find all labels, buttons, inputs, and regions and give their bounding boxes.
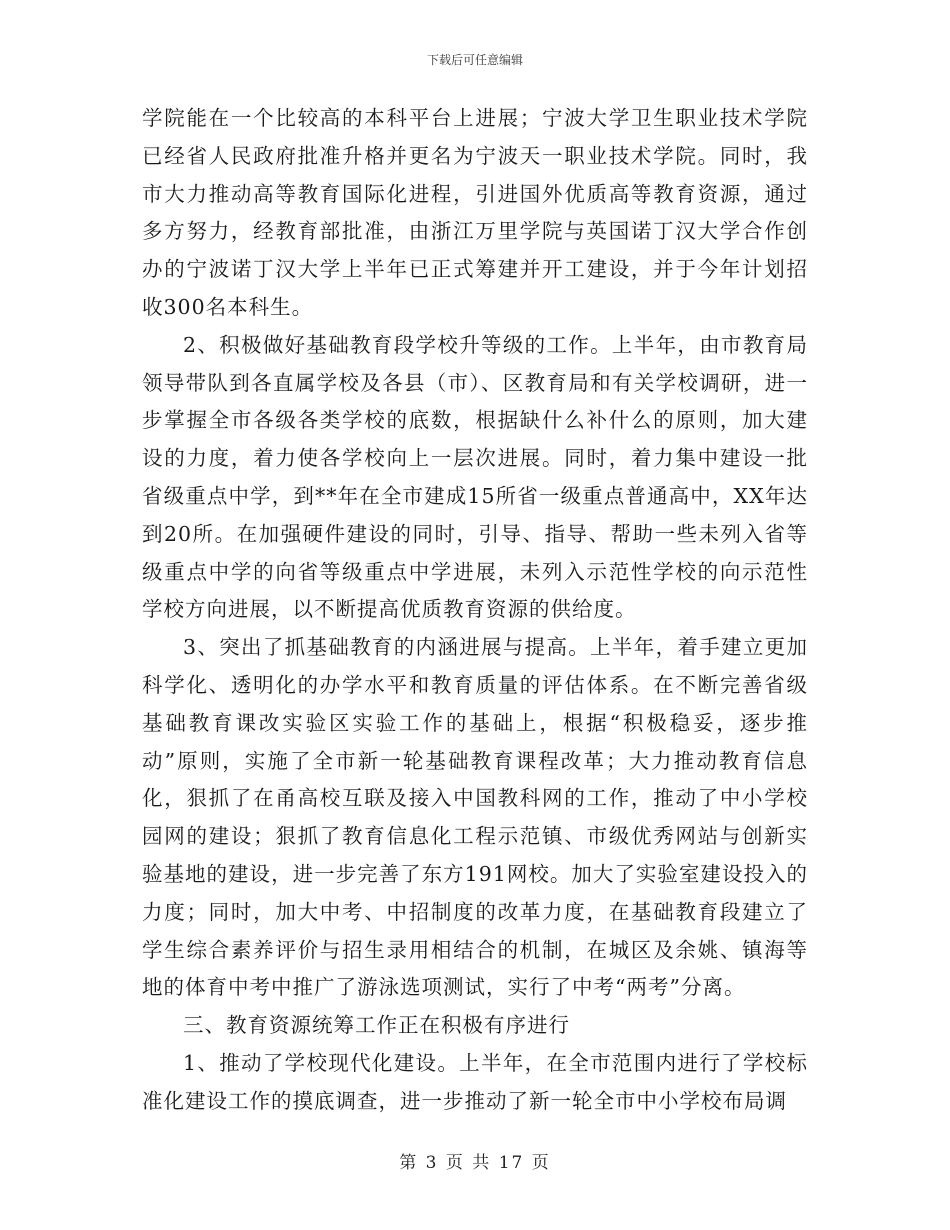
document-body — [142, 100, 808, 1121]
paragraph-item-3: 3、突出了抓基础教育的内涵进展与提高。上半年，着手建立更加科学化、透明化的办学水平和教育质量的评估体系。在不断完善省级基础教育课改实验区实验工作的基础上，根据“积极稳妥，逐步推动”原则，实施了全市新一轮基础教育课程改革；大力推动教育信息化，狠抓了在甬高校互联及接入中国教科网的工作，推动了中小学校园网的建设；狠抓了教育信息化工程示范镇、市级优秀网站与创新实验基地的建设，进一步完善了东方191网校。加大了实验室建设投入的力度；同时，加大中考、中招制度的改革力度，在基础教育段建立了学生综合素养评价与招生录用相结合的机制，在城区及余姚、镇海等地的体育中考中推广了游泳选项测试，实行了中考“两考”分离。 — [142, 635, 808, 1000]
paragraph-continuation: 学院能在一个比较高的本科平台上进展；宁波大学卫生职业技术学院已经省人民政府批准升格并更名为宁波天一职业技术学院。同时，我市大力推动高等教育国际化进程，引进国外优质高等教育资源，通过多方努力，经教育部批准，由浙江万里学院与英国诺丁汉大学合作创办的宁波诺丁汉大学上半年已正式筹建并开工建设，并于今年计划招收300名本科生。 — [142, 106, 808, 319]
paragraph-section3-item-1: 1、推动了学校现代化建设。上半年，在全市范围内进行了学校标准化建设工作的摸底调查，进一步推动了新一轮全市中小学校布局调 — [142, 1050, 808, 1113]
page-number-footer: 第 3 页 共 17 页 — [399, 1153, 551, 1173]
paragraph-item-2: 2、积极做好基础教育段学校升等级的工作。上半年，由市教育局领导带队到各直属学校及各县（市）、区教育局和有关学校调研，进一步掌握全市各级各类学校的底数，根据缺什么补什么的原则，加大建设的力度，着力使各学校向上一层次进展。同时，着力集中建设一批省级重点中学，到**年在全市建成15所省一级重点普通高中，XX年达到20所。在加强硬件建设的同时，引导、指导、帮助一些未列入省等级重点中学的向省等级重点中学进展，未列入示范性学校的向示范性学校方向进展，以不断提高优质教育资源的供给度。 — [142, 332, 808, 622]
section-heading-3: 三、教育资源统筹工作正在积极有序进行 — [183, 1013, 570, 1038]
page-header: 下载后可任意编辑 — [426, 53, 523, 67]
